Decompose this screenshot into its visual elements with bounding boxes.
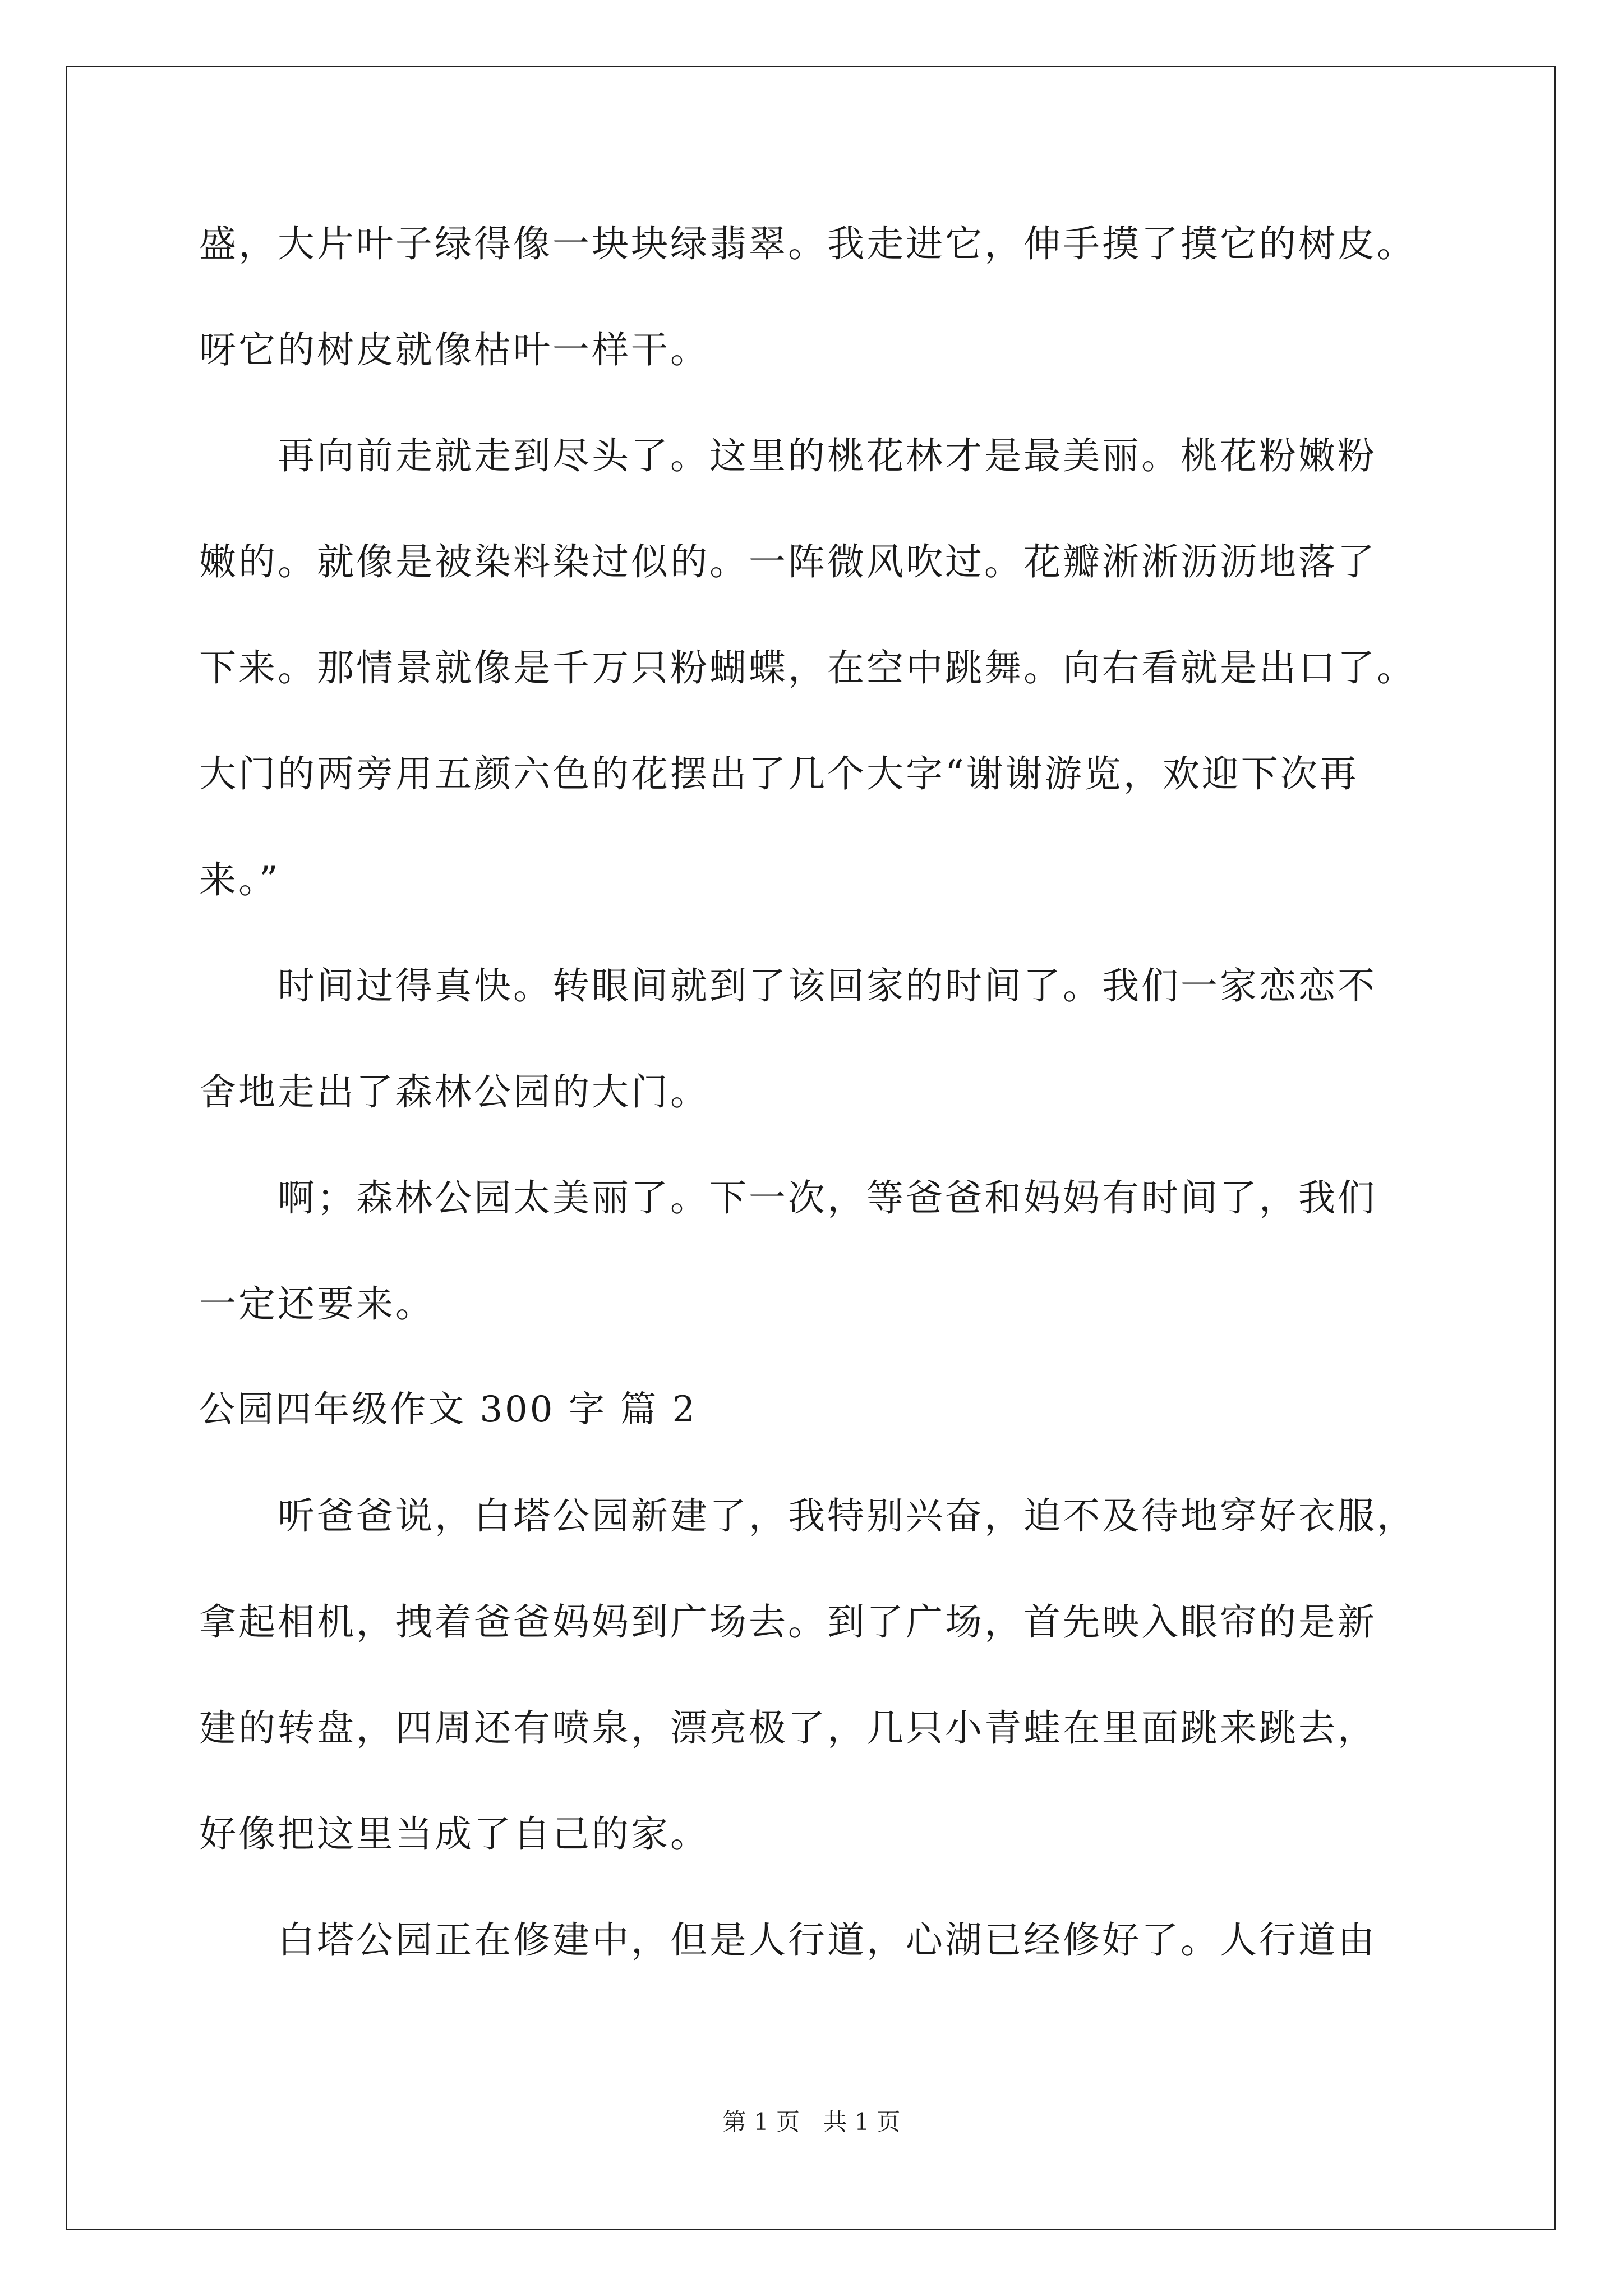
page-footer (0, 2104, 1623, 2137)
page-number: 第 1 页 (722, 2108, 800, 2136)
paragraph-line: 好像把这里当成了自己的家。 (199, 1812, 709, 1856)
paragraph-line: 再向前走就走到尽头了。这里的桃花林才是最美丽。桃花粉嫩粉 (199, 434, 1377, 477)
paragraph-line: 舍地走出了森林公园的大门。 (199, 1070, 709, 1114)
paragraph-line: 听爸爸说，白塔公园新建了，我特别兴奋，迫不及待地穿好衣服， (199, 1494, 1416, 1538)
paragraph-line: 一定还要来。 (199, 1282, 435, 1326)
paragraph-line: 呀它的树皮就像枯叶一样干。 (199, 328, 709, 371)
paragraph-line: 啊；森林公园太美丽了。下一次，等爸爸和妈妈有时间了，我们 (199, 1176, 1377, 1220)
paragraph-line: 嫩的。就像是被染料染过似的。一阵微风吹过。花瓣淅淅沥沥地落了 (199, 540, 1377, 583)
paragraph-line: 拿起相机，拽着爸爸妈妈到广场去。到了广场，首先映入眼帘的是新 (199, 1600, 1377, 1644)
paragraph-line: 白塔公园正在修建中，但是人行道，心湖已经修好了。人行道由 (199, 1918, 1377, 1962)
paragraph-line: 建的转盘，四周还有喷泉，漂亮极了，几只小青蛙在里面跳来跳去， (199, 1706, 1377, 1750)
paragraph-line: 来。” (199, 858, 280, 901)
paragraph-line: 下来。那情景就像是千万只粉蝴蝶，在空中跳舞。向右看就是出口了。 (199, 646, 1416, 689)
paragraph-line: 时间过得真快。转眼间就到了该回家的时间了。我们一家恋恋不 (199, 964, 1377, 1007)
paragraph-line: 大门的两旁用五颜六色的花摆出了几个大字“谢谢游览，欢迎下次再 (199, 752, 1359, 795)
document-body (199, 191, 1441, 1993)
page-total: 共 1 页 (823, 2108, 901, 2136)
section-heading: 公园四年级作文 300 字 篇 2 (199, 1389, 698, 1430)
paragraph-line: 盛，大片叶子绿得像一块块绿翡翠。我走进它，伸手摸了摸它的树皮。 (199, 222, 1416, 265)
